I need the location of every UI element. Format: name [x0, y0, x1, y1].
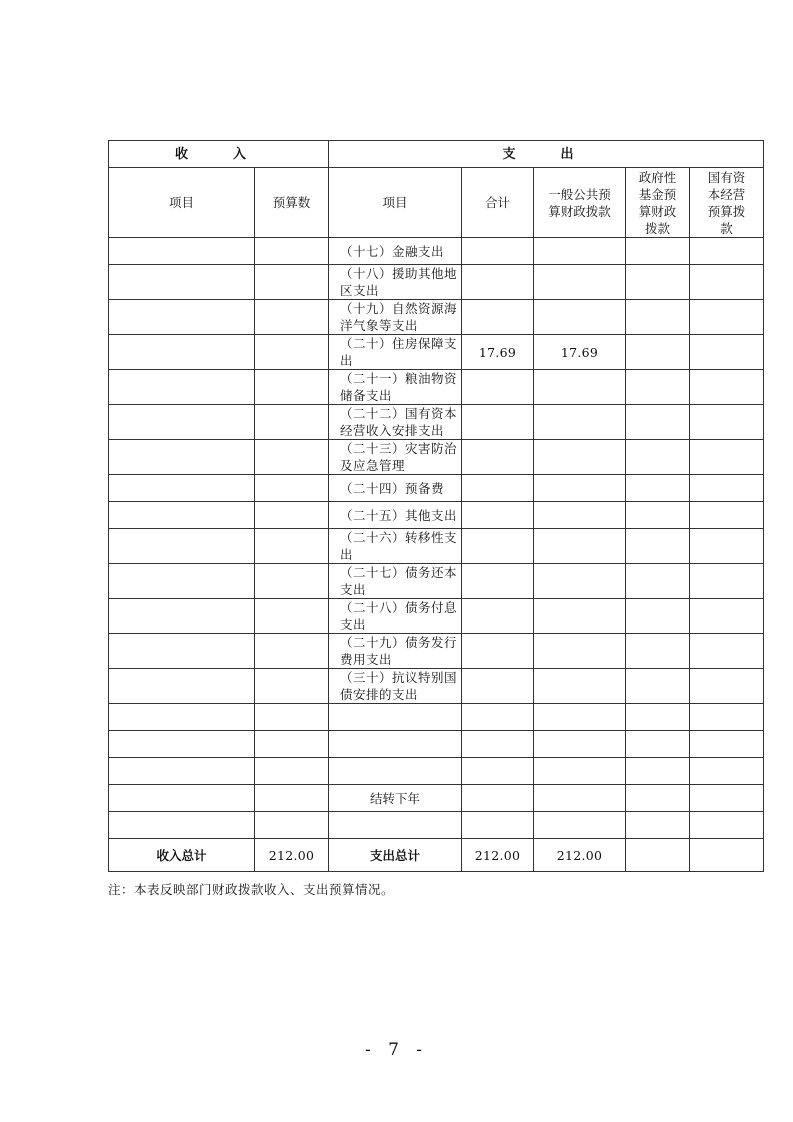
- expense-state-capital-cell: [690, 370, 764, 405]
- table-row: [109, 335, 764, 370]
- income-item-cell: [109, 785, 255, 812]
- expense-general-cell: [534, 758, 626, 785]
- income-budget-cell: [255, 300, 329, 335]
- table-row: [109, 300, 764, 335]
- expense-state-capital-cell: [690, 265, 764, 300]
- expense-gov-fund-cell: [626, 599, 690, 634]
- expense-state-capital-cell: [690, 599, 764, 634]
- income-budget-cell: [255, 812, 329, 839]
- page-number: - 7 -: [364, 1040, 429, 1060]
- expense-gov-fund-cell: [626, 238, 690, 265]
- expense-general-cell: [534, 529, 626, 564]
- expense-state-capital-cell: [690, 812, 764, 839]
- expense-state-capital-cell: [690, 335, 764, 370]
- expense-general-cell: [534, 238, 626, 265]
- income-item-cell: [109, 564, 255, 599]
- expense-total-cell: [462, 758, 534, 785]
- expense-gov-fund-total: [626, 839, 690, 872]
- table-header-columns: [109, 168, 764, 238]
- expense-header: 支 出: [329, 141, 764, 168]
- income-item-cell: [109, 731, 255, 758]
- expense-item-cell: （二十六）转移性支出: [329, 529, 462, 564]
- income-item-cell: [109, 440, 255, 475]
- expense-gov-fund-cell: [626, 758, 690, 785]
- table-row: [109, 265, 764, 300]
- income-item-cell: [109, 335, 255, 370]
- expense-general-total-value: 212.00: [534, 839, 626, 872]
- income-budget-cell: [255, 634, 329, 669]
- expense-total-value: 212.00: [462, 839, 534, 872]
- expense-item-cell: （二十五）其他支出: [329, 502, 462, 529]
- income-total-value: 212.00: [255, 839, 329, 872]
- table-row: [109, 704, 764, 731]
- table-row: [109, 370, 764, 405]
- income-budget-cell: [255, 502, 329, 529]
- income-budget-cell: [255, 529, 329, 564]
- expense-general-cell: [534, 405, 626, 440]
- income-budget-cell: [255, 440, 329, 475]
- expense-total-cell: [462, 475, 534, 502]
- expense-gov-fund-cell: [626, 812, 690, 839]
- expense-total-cell: [462, 529, 534, 564]
- expense-item-cell: （二十三）灾害防治及应急管理: [329, 440, 462, 475]
- expense-total-cell: 17.69: [462, 335, 534, 370]
- expense-item-cell: （二十四）预备费: [329, 475, 462, 502]
- income-budget-cell: [255, 599, 329, 634]
- budget-table: [108, 140, 764, 872]
- expense-total-cell: [462, 265, 534, 300]
- table-row: [109, 599, 764, 634]
- table-row: [109, 475, 764, 502]
- income-item-cell: [109, 475, 255, 502]
- expense-item-cell: （十七）金融支出: [329, 238, 462, 265]
- col-expense-item: 项目: [329, 168, 462, 238]
- expense-general-cell: [534, 634, 626, 669]
- income-budget-cell: [255, 238, 329, 265]
- income-item-cell: [109, 704, 255, 731]
- expense-general-cell: [534, 599, 626, 634]
- expense-item-cell: [329, 812, 462, 839]
- col-general-budget: 一般公共预算财政拨款: [534, 168, 626, 238]
- income-item-cell: [109, 405, 255, 440]
- expense-total-cell: [462, 669, 534, 704]
- expense-item-cell: （三十）抗议特别国债安排的支出: [329, 669, 462, 704]
- expense-state-capital-cell: [690, 731, 764, 758]
- expense-state-capital-cell: [690, 669, 764, 704]
- expense-state-capital-cell: [690, 785, 764, 812]
- expense-total-cell: [462, 812, 534, 839]
- income-budget-cell: [255, 704, 329, 731]
- expense-state-capital-cell: [690, 475, 764, 502]
- expense-item-cell: [329, 704, 462, 731]
- table-row: [109, 812, 764, 839]
- expense-general-cell: [534, 440, 626, 475]
- col-state-capital: 国有资本经营预算拨款: [690, 168, 764, 238]
- income-budget-cell: [255, 758, 329, 785]
- table-note: 注：本表反映部门财政拨款收入、支出预算情况。: [108, 882, 395, 897]
- expense-gov-fund-cell: [626, 564, 690, 599]
- expense-state-capital-cell: [690, 238, 764, 265]
- income-budget-cell: [255, 335, 329, 370]
- col-gov-fund: 政府性基金预算财政拨款: [626, 168, 690, 238]
- expense-item-cell: （二十九）债务发行费用支出: [329, 634, 462, 669]
- table-row: [109, 440, 764, 475]
- col-total: 合计: [462, 168, 534, 238]
- table-row: [109, 758, 764, 785]
- expense-general-cell: [534, 669, 626, 704]
- expense-general-cell: 17.69: [534, 335, 626, 370]
- income-item-cell: [109, 300, 255, 335]
- table-row: [109, 669, 764, 704]
- expense-gov-fund-cell: [626, 669, 690, 704]
- income-item-cell: [109, 265, 255, 300]
- expense-total-cell: [462, 599, 534, 634]
- expense-item-cell: （二十二）国有资本经营收入安排支出: [329, 405, 462, 440]
- income-budget-cell: [255, 564, 329, 599]
- income-item-cell: [109, 238, 255, 265]
- income-item-cell: [109, 669, 255, 704]
- expense-gov-fund-cell: [626, 634, 690, 669]
- table-row: [109, 502, 764, 529]
- expense-gov-fund-cell: [626, 300, 690, 335]
- expense-item-cell: （二十）住房保障支出: [329, 335, 462, 370]
- expense-item-cell: [329, 731, 462, 758]
- expense-state-capital-cell: [690, 634, 764, 669]
- expense-gov-fund-cell: [626, 370, 690, 405]
- expense-general-cell: [534, 731, 626, 758]
- expense-item-cell: （十八）援助其他地区支出: [329, 265, 462, 300]
- expense-item-cell: （二十八）债务付息支出: [329, 599, 462, 634]
- expense-gov-fund-cell: [626, 704, 690, 731]
- expense-total-cell: [462, 564, 534, 599]
- table-row: [109, 634, 764, 669]
- income-item-cell: [109, 529, 255, 564]
- expense-total-cell: [462, 440, 534, 475]
- expense-total-cell: [462, 405, 534, 440]
- expense-general-cell: [534, 812, 626, 839]
- income-budget-cell: [255, 405, 329, 440]
- expense-gov-fund-cell: [626, 731, 690, 758]
- expense-general-cell: [534, 785, 626, 812]
- expense-total-cell: [462, 370, 534, 405]
- expense-general-cell: [534, 300, 626, 335]
- expense-gov-fund-cell: [626, 335, 690, 370]
- expense-gov-fund-cell: [626, 785, 690, 812]
- expense-state-capital-cell: [690, 758, 764, 785]
- income-item-cell: [109, 634, 255, 669]
- expense-state-capital-cell: [690, 502, 764, 529]
- income-item-cell: [109, 370, 255, 405]
- expense-item-cell: [329, 758, 462, 785]
- expense-item-cell: （十九）自然资源海洋气象等支出: [329, 300, 462, 335]
- expense-gov-fund-cell: [626, 265, 690, 300]
- expense-state-capital-cell: [690, 564, 764, 599]
- table-row: [109, 529, 764, 564]
- expense-state-capital-cell: [690, 300, 764, 335]
- expense-state-capital-cell: [690, 440, 764, 475]
- totals-row: [109, 839, 764, 872]
- expense-general-cell: [534, 564, 626, 599]
- income-budget-cell: [255, 370, 329, 405]
- income-total-label: 收入总计: [109, 839, 255, 872]
- income-budget-cell: [255, 785, 329, 812]
- expense-total-label: 支出总计: [329, 839, 462, 872]
- income-item-cell: [109, 758, 255, 785]
- table-row: [109, 731, 764, 758]
- table-row: [109, 405, 764, 440]
- table-row: [109, 785, 764, 812]
- income-budget-cell: [255, 265, 329, 300]
- expense-gov-fund-cell: [626, 529, 690, 564]
- expense-state-capital-total: [690, 839, 764, 872]
- expense-total-cell: [462, 634, 534, 669]
- expense-total-cell: [462, 300, 534, 335]
- expense-item-cell: 结转下年: [329, 785, 462, 812]
- expense-total-cell: [462, 238, 534, 265]
- expense-gov-fund-cell: [626, 475, 690, 502]
- expense-state-capital-cell: [690, 704, 764, 731]
- expense-general-cell: [534, 265, 626, 300]
- income-budget-cell: [255, 475, 329, 502]
- expense-total-cell: [462, 785, 534, 812]
- table-row: [109, 564, 764, 599]
- expense-state-capital-cell: [690, 405, 764, 440]
- income-item-cell: [109, 599, 255, 634]
- table-row: [109, 238, 764, 265]
- expense-state-capital-cell: [690, 529, 764, 564]
- expense-item-cell: （二十七）债务还本支出: [329, 564, 462, 599]
- col-income-item: 项目: [109, 168, 255, 238]
- expense-gov-fund-cell: [626, 440, 690, 475]
- table-header-top: [109, 141, 764, 168]
- expense-general-cell: [534, 370, 626, 405]
- expense-gov-fund-cell: [626, 502, 690, 529]
- expense-total-cell: [462, 502, 534, 529]
- expense-general-cell: [534, 704, 626, 731]
- income-budget-cell: [255, 669, 329, 704]
- expense-general-cell: [534, 502, 626, 529]
- col-income-budget: 预算数: [255, 168, 329, 238]
- income-item-cell: [109, 502, 255, 529]
- expense-total-cell: [462, 704, 534, 731]
- expense-item-cell: （二十一）粮油物资储备支出: [329, 370, 462, 405]
- expense-total-cell: [462, 731, 534, 758]
- expense-gov-fund-cell: [626, 405, 690, 440]
- income-header: 收 入: [109, 141, 329, 168]
- expense-general-cell: [534, 475, 626, 502]
- income-budget-cell: [255, 731, 329, 758]
- income-item-cell: [109, 812, 255, 839]
